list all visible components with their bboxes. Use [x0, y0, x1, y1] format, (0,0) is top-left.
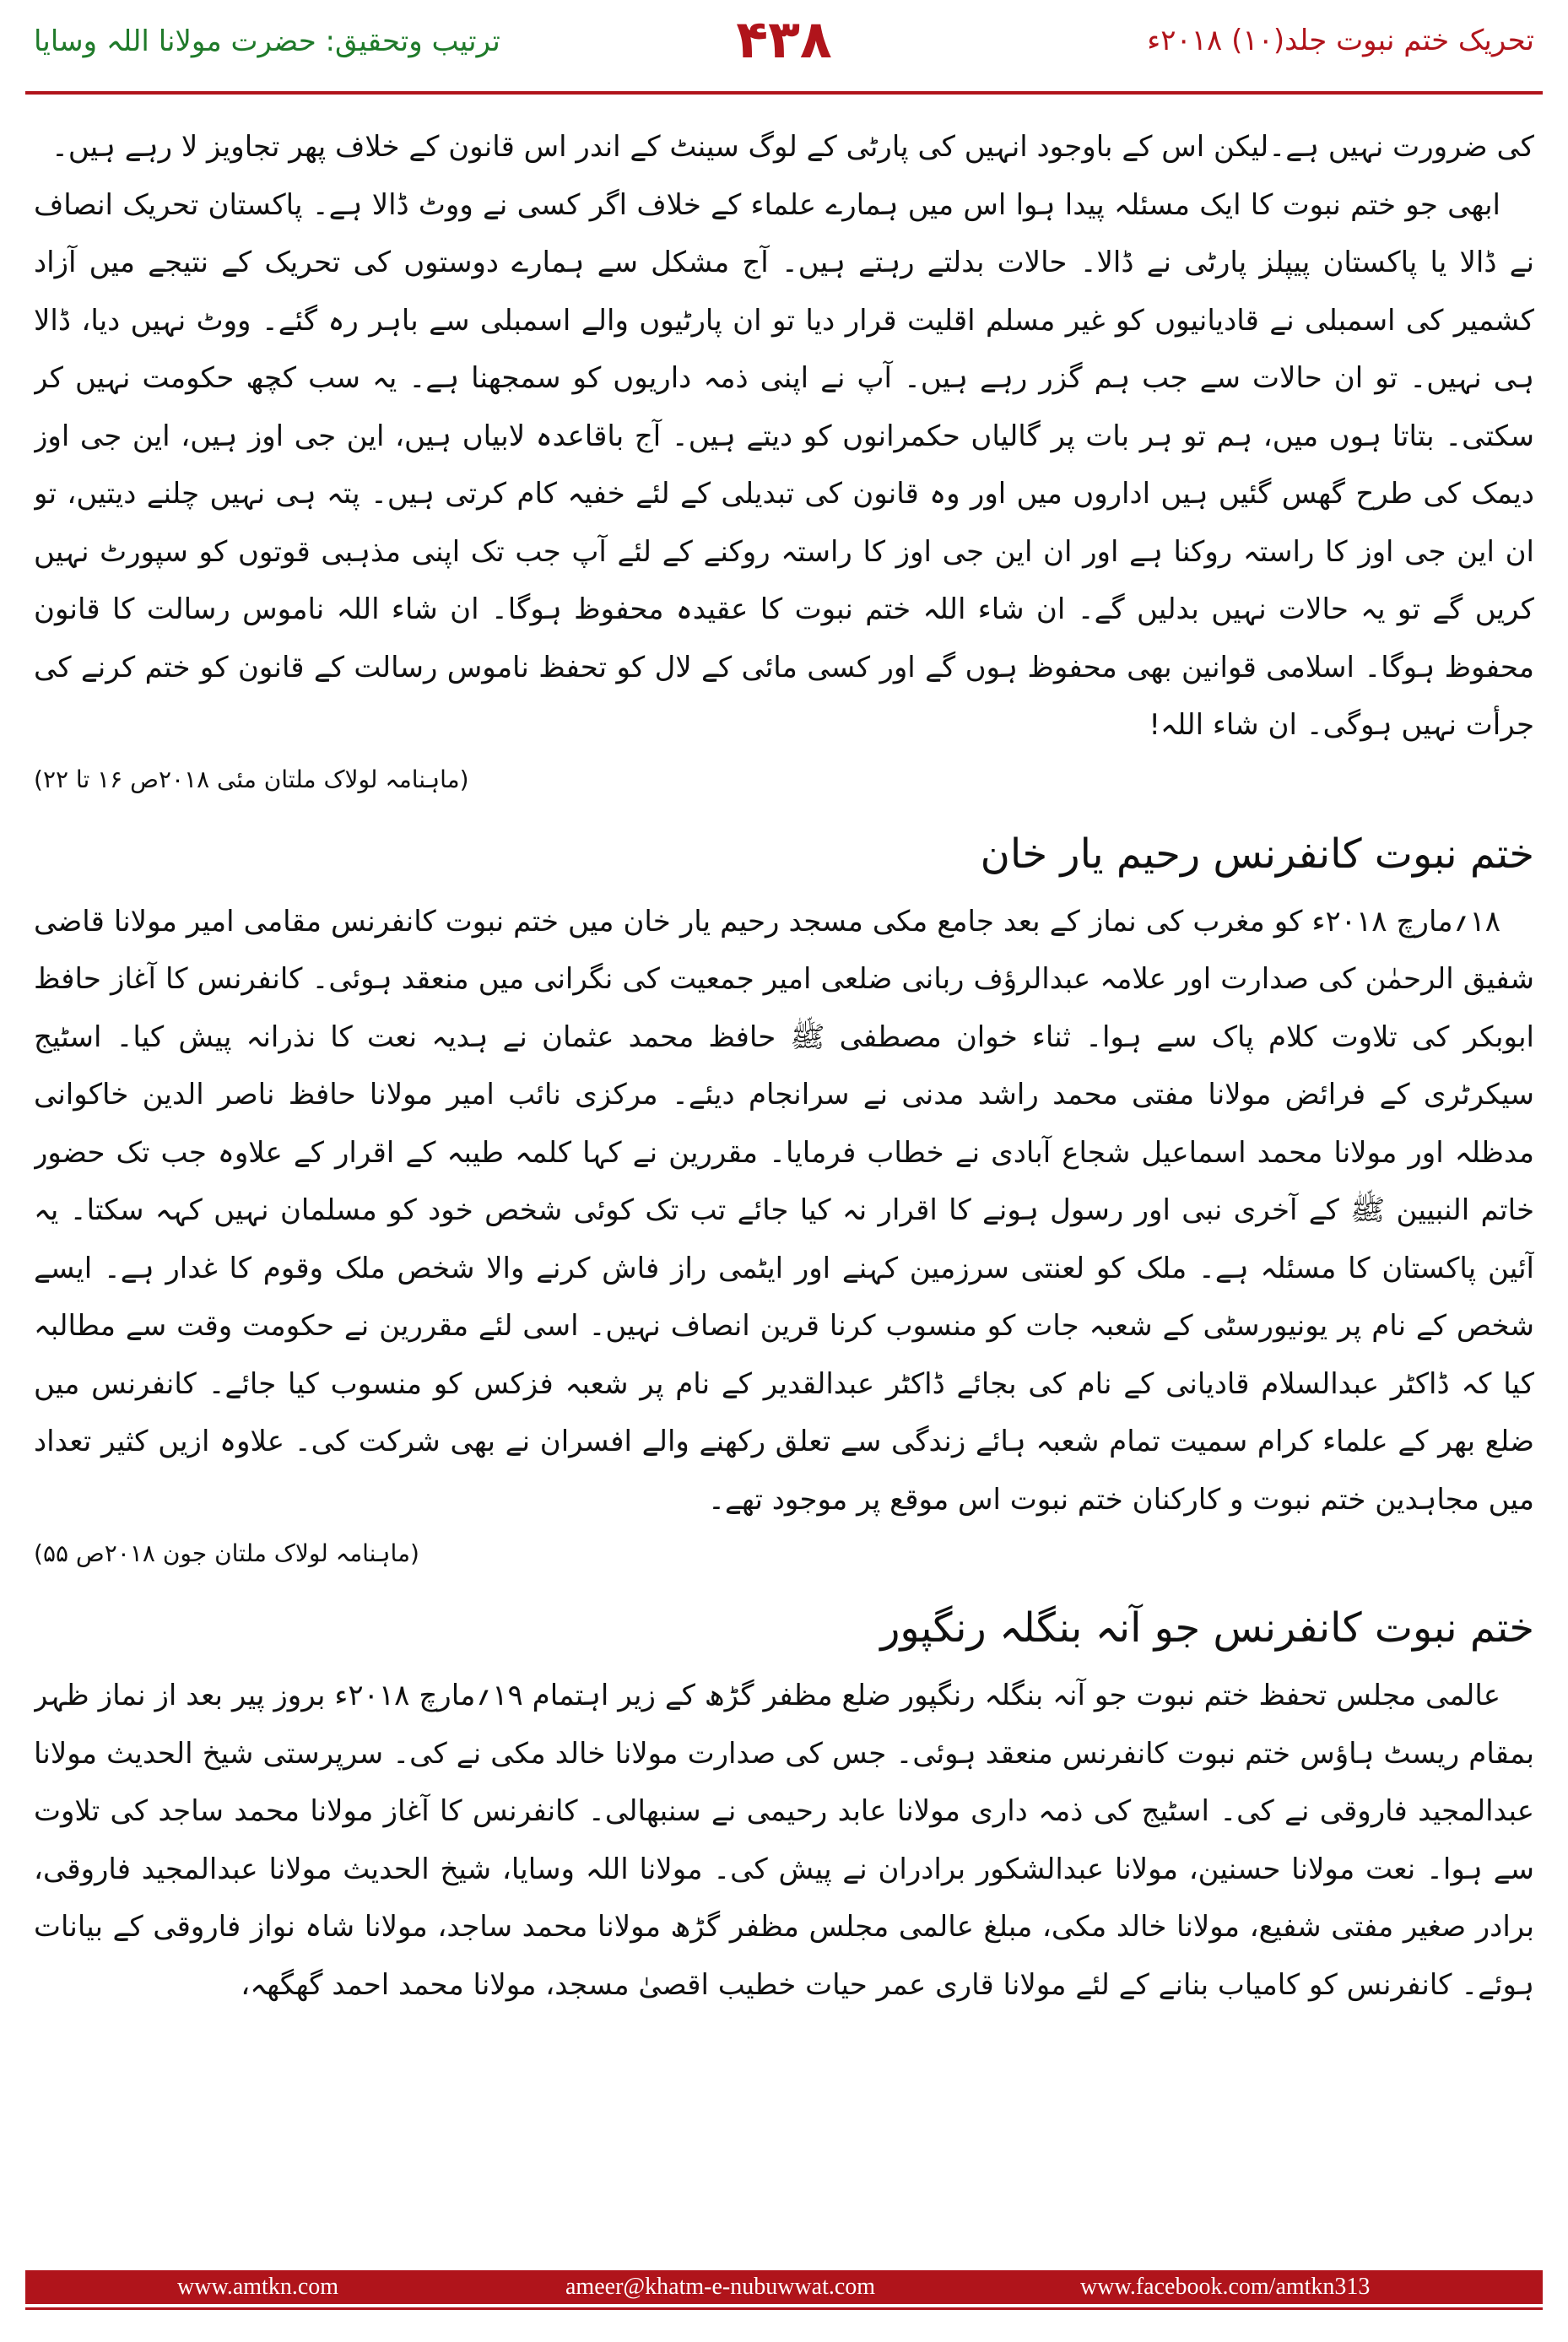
citation: (ماہنامہ لولاک ملتان جون ۲۰۱۸ص ۵۵)	[34, 1539, 419, 1567]
book-title: تحریک ختم نبوت جلد(۱۰) ۲۰۱۸ء	[1147, 24, 1534, 57]
section-title: ختم نبوت کانفرنس جو آنہ بنگلہ رنگپور	[880, 1604, 1534, 1652]
header-divider	[25, 91, 1543, 95]
citation: (ماہنامہ لولاک ملتان مئی ۲۰۱۸ص ۱۶ تا ۲۲)	[34, 765, 469, 793]
page-number: ۴۳۸	[736, 8, 832, 70]
page-footer	[0, 2270, 1568, 2342]
email-link[interactable]: ameer@khatm-e-nubuwwat.com	[565, 2274, 876, 2300]
website-link[interactable]: www.amtkn.com	[177, 2274, 339, 2300]
paragraph: کی ضرورت نہیں ہے۔لیکن اس کے باوجود انہیں کی پارٹی کے لوگ سینٹ کے اندر اس قانون کے خلاف پھر تجاویز لا رہے ہیں۔	[51, 130, 1534, 164]
footer-band	[25, 2270, 1543, 2304]
facebook-link[interactable]: www.facebook.com/amtkn313	[1080, 2274, 1371, 2300]
compiler-credit: ترتیب وتحقیق: حضرت مولانا اللہ وسایا	[34, 24, 500, 58]
page-header	[0, 0, 1568, 100]
section-title: ختم نبوت کانفرنس رحیم یار خان	[980, 830, 1534, 878]
footer-divider	[25, 2307, 1543, 2310]
paragraph: عالمی مجلس تحفظ ختم نبوت جو آنہ بنگلہ رنگپور ضلع مظفر گڑھ کے زیر اہتمام ۱۹؍مارچ ۲۰۱۸ء بروز پیر بعد از نماز ظہر بمقام ریسٹ ہاؤس ختم نبوت کانفرنس منعقد ہوئی۔ جس کی صدارت مولانا خالد مکی نے کی۔ سرپرستی شیخ الحدیث مولانا عبدالمجید فاروقی نے کی۔ اسٹیج کی ذمہ داری مولانا عابد رحیمی نے سنبھالی۔ کانفرنس کا آغاز مولانا محمد ساجد کی تلاوت سے ہوا۔ نعت مولانا حسنین، مولانا عبدالشکور برادران نے پیش کی۔ مولانا اللہ وسایا، شیخ الحدیث مولانا عبدالمجید فاروقی، برادر صغیر مفتی شفیع، مولانا خالد مکی، مبلغ عالمی مجلس مظفر گڑھ مولانا محمد ساجد، مولانا شاہ نواز فاروقی کے بیانات ہوئے۔ کانفرنس کو کامیاب بنانے کے لئے مولانا قاری عمر حیات خطیب اقصیٰ مسجد، مولانا محمد احمد گھگھہ،	[34, 1679, 1534, 2002]
paragraph: ۱۸؍مارچ ۲۰۱۸ء کو مغرب کی نماز کے بعد جامع مکی مسجد رحیم یار خان میں ختم نبوت کانفرنس مقامی امیر مولانا قاضی شفیق الرحمٰن کی صدارت اور علامہ عبدالرؤف ربانی ضلعی امیر جمعیت کی نگرانی میں منعقد ہوئی۔ کانفرنس کا آغاز حافظ ابوبکر کی تلاوت کلام پاک سے ہوا۔ ثناء خوان مصطفی ﷺ حافظ محمد عثمان نے ہدیہ نعت کا نذرانہ پیش کیا۔ اسٹیج سیکرٹری کے فرائض مولانا مفتی محمد راشد مدنی نے سرانجام دیئے۔ مرکزی نائب امیر مولانا حافظ ناصر الدین خاکوانی مدظلہ اور مولانا محمد اسماعیل شجاع آبادی نے خطاب فرمایا۔ مقررین نے کہا کلمہ طیبہ کے اقرار کے علاوہ جب تک حضور خاتم النبیین ﷺ کے آخری نبی اور رسول ہونے کا اقرار نہ کیا جائے تب تک کوئی شخص خود کو مسلمان نہیں کہہ سکتا۔ یہ آئین پاکستان کا مسئلہ ہے۔ ملک کو لعنتی سرزمین کہنے اور ایٹمی راز فاش کرنے والا شخص ملک وقوم کا غدار ہے۔ ایسے شخص کے نام پر یونیورسٹی کے شعبہ جات کو منسوب کرنا قرین انصاف نہیں۔ اسی لئے مقررین نے حکومت وقت سے مطالبہ کیا کہ ڈاکٹر عبدالسلام قادیانی کے نام کی بجائے ڈاکٹر عبدالقدیر کے نام پر شعبہ فزکس کو منسوب کیا جائے۔ کانفرنس میں ضلع بھر کے علماء کرام سمیت تمام شعبہ ہائے زندگی سے تعلق رکھنے والے افسران نے بھی شرکت کی۔ علاوہ ازیں کثیر تعداد میں مجاہدین ختم نبوت و کارکنان ختم نبوت اس موقع پر موجود تھے۔	[34, 904, 1534, 1517]
page-content	[34, 118, 1534, 2245]
paragraph: ابھی جو ختم نبوت کا ایک مسئلہ پیدا ہوا اس میں ہمارے علماء کے خلاف اگر کسی نے ووٹ ڈالا ہے۔ پاکستان تحریک انصاف نے ڈالا یا پاکستان پیپلز پارٹی نے ڈالا۔ حالات بدلتے رہتے ہیں۔ آج مشکل سے ہمارے دوستوں کی تحریک کے نتیجے میں آزاد کشمیر کی اسمبلی نے قادیانیوں کو غیر مسلم اقلیت قرار دیا تو ان پارٹیوں والے اسمبلی سے باہر رہ گئے۔ ووٹ نہیں دیا، ڈالا ہی نہیں۔ تو ان حالات سے جب ہم گزر رہے ہیں۔ آپ نے اپنی ذمہ داریوں کو سمجھنا ہے۔ یہ سب کچھ حکومت نہیں کر سکتی۔ بتاتا ہوں میں، ہم تو ہر بات پر گالیاں حکمرانوں کو دیتے ہیں۔ آج باقاعدہ لابیاں ہیں، این جی اوز ہیں، این جی اوز دیمک کی طرح گھس گئیں ہیں اداروں میں اور وہ قانون کی تبدیلی کے لئے خفیہ کام کرتی ہیں۔ پتہ ہی نہیں چلنے دیتیں، تو ان این جی اوز کا راستہ روکنا ہے اور ان این جی اوز کا راستہ روکنے کے لئے آپ جب تک اپنی مذہبی قوتوں کو سپورٹ نہیں کریں گے تو یہ حالات نہیں بدلیں گے۔ ان شاء اللہ ختم نبوت کا عقیدہ محفوظ ہوگا۔ ان شاء اللہ ناموس رسالت کا قانون محفوظ ہوگا۔ اسلامی قوانین بھی محفوظ ہوں گے اور کسی مائی کے لال کو تحفظ ناموس رسالت کے قانون کو ختم کرنے کی جرأت نہیں ہوگی۔ ان شاء اللہ!	[34, 187, 1534, 742]
